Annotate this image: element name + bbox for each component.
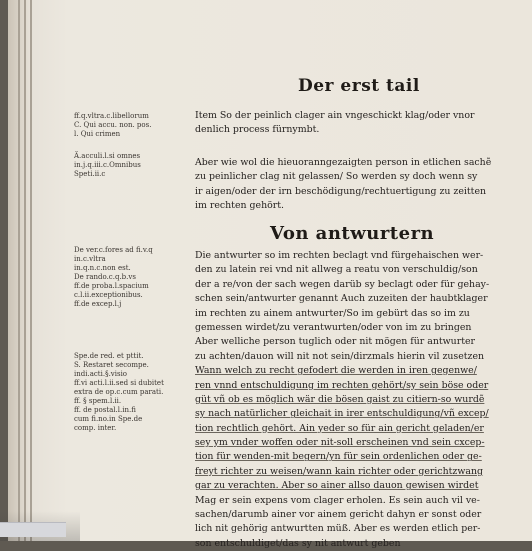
page-edge-line [18, 0, 20, 541]
text-line: sey ym vnder woffen oder nit-soll erscheinen vnd sein cxcep- [195, 437, 485, 449]
margin-gloss: ff.q.vltra.c.libellorum C. Qui accu. non. pos. l. Qui crimen [74, 112, 152, 138]
book-page [8, 0, 532, 549]
text-line: Mag er sein expens vom clager erholen. Es sein auch vil ve- [195, 494, 480, 506]
text-line: freyt richter zu weisen/wann kain richter oder gerichtzwang [195, 465, 484, 477]
text-line: zu peinlicher clag nit gelassen/ So werden sy doch wenn sy [195, 171, 478, 183]
text-line: im rechten zu ainem antwurter/So im gebürt das so im zu [195, 307, 470, 319]
text-line: schen sein/antwurter genannt Auch zuzeiten der haubtklager [195, 293, 488, 305]
text-line: son entschuldiget/das sy nit antwurt geben [195, 537, 401, 549]
text-line: ir aigen/oder der irn beschödigung/rechtuertigung zu zeitten [195, 185, 487, 197]
scanner-clip [0, 522, 66, 537]
paragraph-3 [195, 249, 525, 551]
text-line: Die antwurter so im rechten beclagt vnd fürgehaischen wer- [195, 250, 484, 261]
text-line: zu achten/dauon will nit not sein/dirzmals hierin vil zusetzen [195, 350, 485, 362]
text-line: tion für wenden-mit begern/yn für sein ordenlichen oder ge- [195, 451, 482, 463]
page-edge-line [24, 0, 26, 541]
text-line: im rechten gehört. [195, 200, 284, 212]
text-line: sy nach natürlicher gleichait in irer entschuldigung/vñ excep/ [195, 408, 489, 420]
section-heading-answerers: Von antwurtern [270, 223, 435, 244]
text-line: der a re/von der sach wegen darüb sy beclagt oder für gehay- [195, 278, 490, 290]
text-line: Aber welliche person tuglich oder nit mögen für antwurter [195, 336, 475, 348]
paragraph-2 [195, 156, 525, 214]
text-line: sachen/darumb ainer vor ainem gericht dahyn er sonst oder [195, 509, 482, 521]
margin-gloss: Spe.de red. et pttit. S. Restaret secompe. indi.acti.§.visio ff.vi acti.l.ii.sed si dubitet extra de op.c.cum parati. ff. § spem.l.ii. ff. de postal.l.in.fi cum fi.no.in Spe.de comp. inter. [74, 352, 164, 432]
paragraph-1 [195, 109, 525, 138]
margin-gloss: De ver.c.fores ad fi.v.q in.c.vltra in.q.n.c.non est. De rando.c.q.b.vs ff.de proba.l.spacium c.l.ii.exceptionibus. ff.de excep.l.j [74, 246, 153, 308]
text-line: ren vnnd entschuldigung im rechten gehört/sy sein böse oder [195, 379, 489, 391]
text-line: Aber wie wol die hieuoranngezaigten person in etlichen sachẽ [195, 157, 492, 168]
text-line: lich nit gehörig antwurtten müß. Aber es werden etlich per- [195, 523, 481, 535]
text-line: den zu latein rei vnd nit allweg a reatu von verschuldig/son [195, 264, 478, 276]
page-edge-line [30, 0, 32, 541]
margin-gloss: Ä.acculi.l.si omnes in.j.q.iii.c.Omnibus Speti.ii.c [74, 152, 141, 178]
text-line: tion rechtlich gehört. Ain yeder so für ain gericht geladen/er [195, 422, 484, 434]
text-line: Item So der peinlich clager ain vngeschickt klag/oder vnor [195, 110, 475, 121]
text-line: gemessen wirdet/zu verantwurten/oder von im zu bringen [195, 321, 472, 333]
text-line: gar zu verachten. Aber so ainer allso dauon gewisen wirdet [195, 480, 479, 492]
text-line: Wann welch zu recht gefodert die werden in iren gegenwe/ [195, 365, 477, 377]
section-heading-first-part: Der erst tail [298, 76, 420, 96]
text-line: güt vñ ob es möglich wär die bösen gaist zu citiern-so wurdẽ [195, 393, 485, 405]
text-line: denlich process fürnymbt. [195, 124, 320, 136]
